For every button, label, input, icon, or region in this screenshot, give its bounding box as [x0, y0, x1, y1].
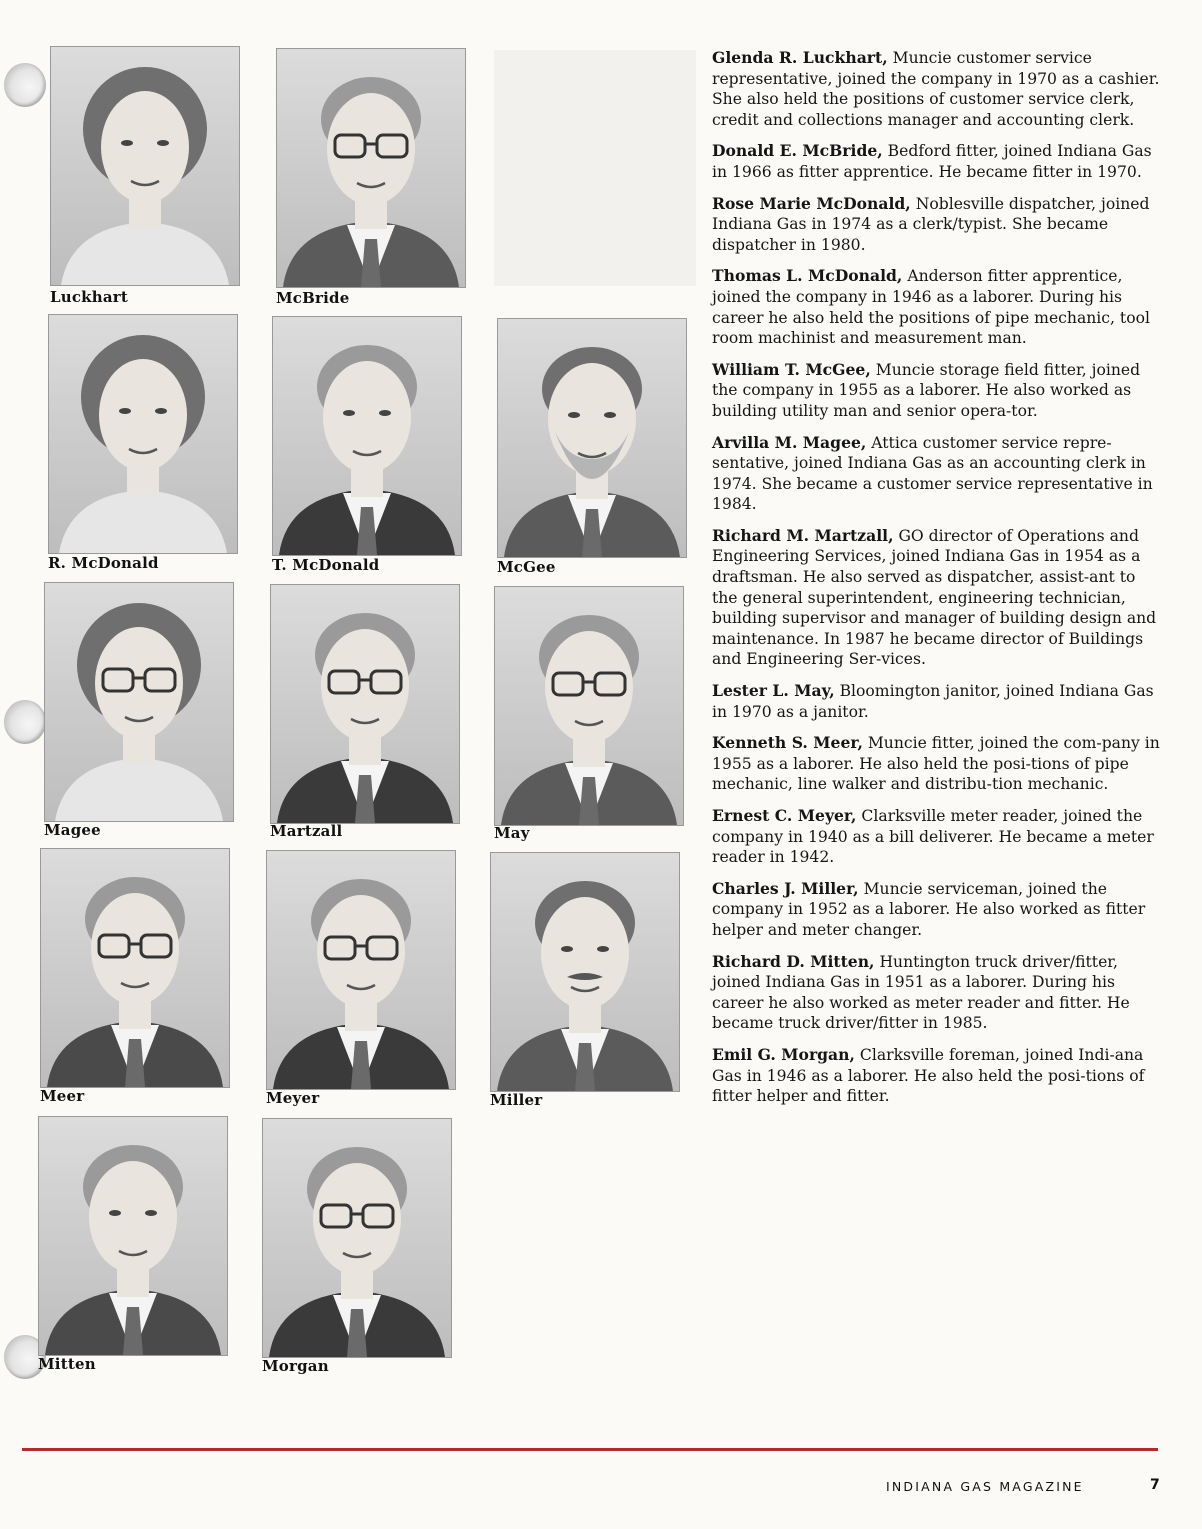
bio-paragraph [712, 1045, 1162, 1107]
portrait-caption: Meyer [266, 1089, 320, 1107]
portrait-caption: Mitten [38, 1355, 96, 1373]
portrait-photo [497, 318, 687, 558]
portrait-photo [50, 46, 240, 286]
portrait-caption: Magee [44, 821, 101, 839]
bio-text: Bedford fitter, joined Indiana Gas in 1966 as fitter apprentice. He became fitter in 1970. [712, 142, 1152, 181]
portrait-photo [266, 850, 456, 1090]
bio-paragraph [712, 681, 1162, 722]
bio-paragraph [712, 266, 1162, 348]
portrait-caption: Meer [40, 1087, 85, 1105]
bio-text: GO director of Operations and Engineering Services, joined Indiana Gas in 1954 as a draftsman. He also served as dispatcher, assist-ant to the general superintendent, engineering technician, building supervisor and manager of building design and maintenance. In 1987 he became director of Buildings and Engineering Ser-vices. [712, 526, 1157, 669]
bio-name: Thomas L. McDonald, [712, 266, 903, 286]
bio-name: Arvilla M. Magee, [712, 432, 867, 452]
bio-text: Clarksville foreman, joined Indi-ana Gas in 1946 as a laborer. He also held the posi-tions of fitter helper and fitter. [712, 1045, 1145, 1106]
bio-paragraph [712, 952, 1162, 1034]
bio-paragraph [712, 360, 1162, 422]
bio-text: Clarksville meter reader, joined the company in 1940 as a bill deliverer. He became a meter reader in 1942. [712, 807, 1154, 867]
portrait-photo [262, 1118, 452, 1358]
bio-paragraph [712, 879, 1162, 941]
bio-paragraph [712, 806, 1162, 868]
bio-name: Kenneth S. Meer, [712, 733, 863, 753]
bio-text: Attica customer service repre-sentative, joined Indiana Gas as an accounting clerk in 1974. She became a customer service representative in 1984. [712, 433, 1153, 514]
portrait-photo [270, 584, 460, 824]
bio-paragraph [712, 733, 1162, 795]
bio-paragraph [712, 141, 1162, 182]
bio-text: Huntington truck driver/fitter, joined Indiana Gas in 1951 as a laborer. During his career he also worked as meter reader and fitter. He became truck driver/fitter in 1985. [712, 952, 1130, 1033]
bio-text: Anderson fitter apprentice, joined the company in 1946 as a laborer. During his career he also held the positions of pipe mechanic, tool room machinist and measurement man. [712, 267, 1150, 348]
bio-text: Noblesville dispatcher, joined Indiana Gas in 1974 as a clerk/typist. She became dispatcher in 1980. [712, 194, 1150, 254]
bio-name: Ernest C. Meyer, [712, 806, 857, 825]
bio-text: Muncie serviceman, joined the company in 1952 as a laborer. He also worked as fitter helper and meter changer. [712, 879, 1146, 939]
portrait-photo [38, 1116, 228, 1356]
portrait-photo [48, 314, 238, 554]
portrait-caption: Luckhart [50, 288, 129, 306]
bio-name: Charles J. Miller, [712, 878, 859, 898]
bio-text: Muncie fitter, joined the com-pany in 1955 as a laborer. He also held the posi-tions of pipe mechanic, line walker and distribu-tion mechanic. [712, 734, 1160, 794]
bio-name: Richard D. Mitten, [712, 951, 875, 971]
portrait-caption: Miller [490, 1091, 543, 1109]
portrait-photo [44, 582, 234, 822]
bio-name: Emil G. Morgan, [712, 1044, 855, 1064]
portrait-caption: Morgan [262, 1357, 329, 1375]
bio-column [712, 48, 1162, 1118]
portrait-caption: McBride [276, 289, 350, 307]
bio-text: Muncie storage field fitter, joined the company in 1955 as a laborer. He also worked as building utility man and senior opera-tor. [712, 360, 1141, 420]
portrait-photo [490, 852, 680, 1092]
bio-name: Rose Marie McDonald, [712, 193, 911, 213]
portrait-photo [40, 848, 230, 1088]
bio-paragraph [712, 433, 1162, 515]
bio-name: Lester L. May, [712, 681, 835, 701]
magazine-name: INDIANA GAS MAGAZINE [886, 1479, 1084, 1494]
portrait-caption: R. McDonald [48, 554, 159, 572]
bio-paragraph [712, 194, 1162, 256]
footer-rule [22, 1448, 1158, 1451]
empty-photo-slot [494, 50, 696, 286]
portrait-caption: McGee [497, 558, 556, 576]
bio-name: William T. McGee, [712, 359, 871, 379]
portrait-caption: T. McDonald [272, 556, 380, 574]
bio-paragraph [712, 48, 1162, 130]
bio-name: Donald E. McBride, [712, 141, 883, 161]
portrait-caption: May [494, 824, 530, 842]
bio-name: Richard M. Martzall, [712, 525, 894, 545]
binder-hole-middle [4, 700, 46, 744]
bio-paragraph [712, 526, 1162, 670]
bio-text: Muncie customer service representative, joined the company in 1970 as a cashier. She also held the positions of customer service clerk, credit and collections manager and accounting clerk. [712, 49, 1160, 129]
portrait-photo [272, 316, 462, 556]
page-number: 7 [1150, 1477, 1160, 1493]
binder-hole-top [4, 63, 46, 107]
portrait-caption: Martzall [270, 822, 343, 840]
portrait-photo [276, 48, 466, 288]
portrait-photo [494, 586, 684, 826]
bio-text: Bloomington janitor, joined Indiana Gas in 1970 as a janitor. [712, 682, 1154, 721]
bio-name: Glenda R. Luckhart, [712, 48, 888, 67]
